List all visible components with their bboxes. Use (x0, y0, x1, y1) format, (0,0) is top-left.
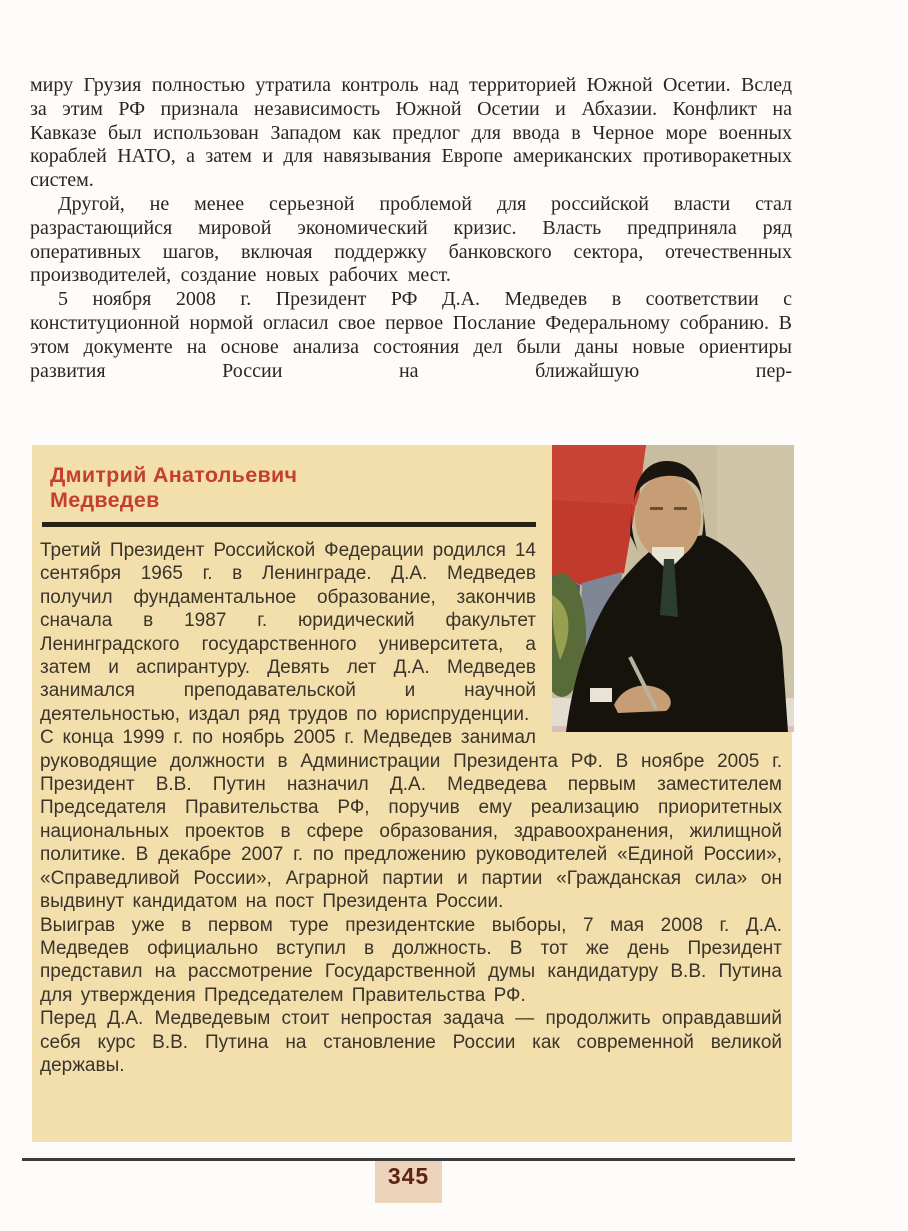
bio-paragraph-task: Перед Д.А. Медведевым стоит непростая задача — продолжить оправдавший себя курс В.В. Путина на становление России как современной великой державы. (40, 1008, 782, 1076)
main-text (30, 74, 792, 445)
medvedev-photo (552, 445, 794, 732)
bio-title-line1: Дмитрий Анатольевич (50, 463, 298, 487)
paragraph-georgia-conflict: миру Грузия полностью утратила контроль над территорией Южной Осетии. Вслед за этим РФ признала независимость Южной Осетии и Абхазии. Конфликт на Кавказе был использован Западом как предлог для ввода в Черное море военных кораблей НАТО, а затем и для навязывания Европе американских противоракетных систем. (30, 74, 792, 192)
page-number: 345 (375, 1161, 442, 1203)
paragraph-federal-address: 5 ноября 2008 г. Президент РФ Д.А. Медведев в соответствии с конституционной нормой огласил свое первое Послание Федеральному собранию. В этом документе на основе анализа состояния дел были даны новые ориентиры развития России на ближайшую пер- (30, 288, 792, 382)
bio-paragraph-career: С конца 1999 г. по ноябрь 2005 г. Медведев занимал руководящие должности в Администрации Президента РФ. В ноябре 2005 г. Президент В.В. Путин назначил Д.А. Медведева первым заместителем Председателя Правительства РФ, поручив ему реализацию приоритетных национальных проектов в сфере образования, здравоохранения, жилищной политике. В декабре 2007 г. по предложению руководителей «Единой России», «Справедливой России», Аграрной партии и партии «Гражданская сила» он выдвинут кандидатом на пост Президента России. (40, 727, 782, 913)
page-footer (0, 1158, 908, 1203)
paragraph-economic-crisis: Другой, не менее серьезной проблемой для российской власти стал разрастающийся мировой экономический кризис. Власть предприняла ряд оперативных шагов, включая поддержку банковского сектора, отечественных производителей, создание новых рабочих мест. (30, 192, 792, 287)
title-rule (42, 522, 536, 527)
page-number-row (22, 1161, 795, 1203)
bio-title-line2: Медведев (50, 488, 160, 512)
biography-box (32, 445, 792, 1142)
bio-paragraph-election: Выиграв уже в первом туре президентские выборы, 7 мая 2008 г. Д.А. Медведев официально вступил в должность. В тот же день Президент представил на рассмотрение Государственной думы кандидатуру В.В. Путина для утверждения Председателем Правительства РФ. (40, 914, 782, 1006)
bio-paragraph-early-life: Третий Президент Российской Федерации родился 14 сентября 1965 г. в Ленинграде. Д.А. Медведев получил фундаментальное образование, закончив сначала в 1987 г. юридический факультет Ленинградского государственного университета, а затем и аспирантуру. Девять лет Д.А. Медведев занимался преподавательской и научной деятельностью, издал ряд трудов по юриспруденции. (40, 540, 536, 725)
